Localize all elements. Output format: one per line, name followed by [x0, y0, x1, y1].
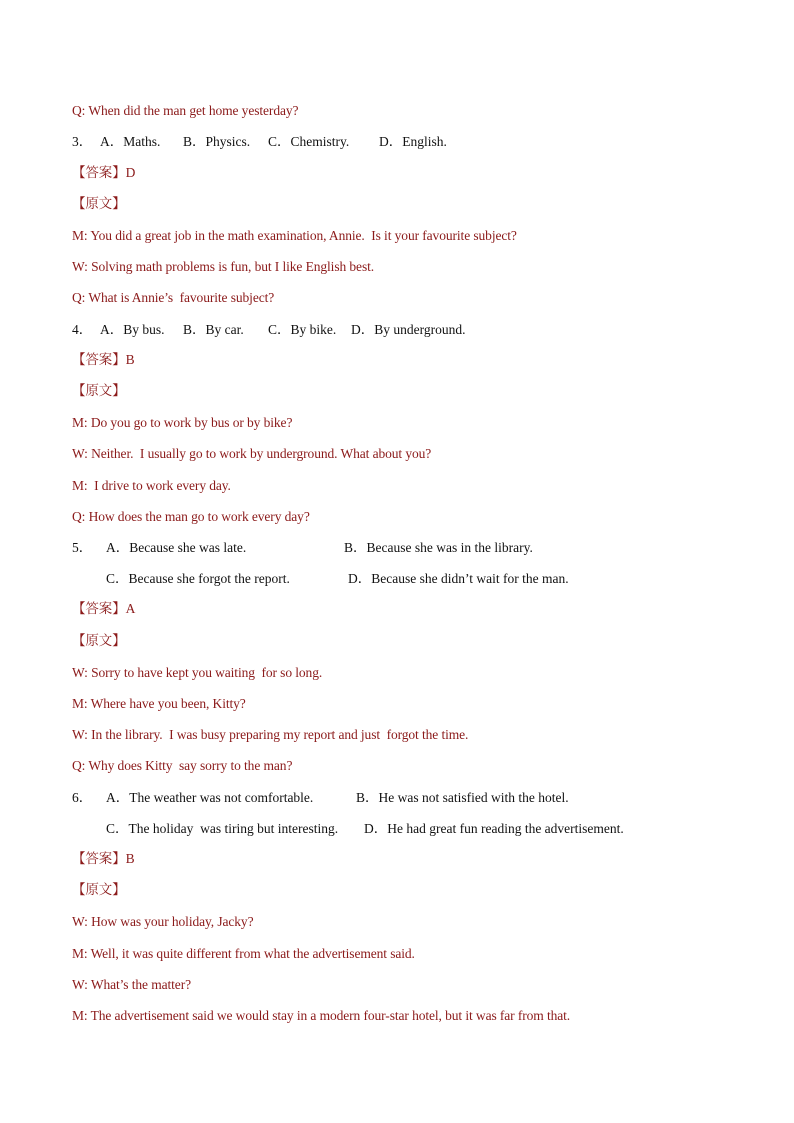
transcript-line: M: I drive to work every day. — [72, 478, 231, 493]
option-b: B．Because she was in the library. — [344, 540, 533, 555]
option-d: D．He had great fun reading the advertisement. — [364, 821, 624, 836]
transcript-line: W: Solving math problems is fun, but I like English best. — [72, 259, 375, 274]
option-a: A．The weather was not comfortable. — [106, 790, 314, 805]
transcript-line: M: Well, it was quite different from what the advertisement said. — [72, 946, 415, 961]
question-number: 6． — [72, 790, 93, 805]
transcript-line: M: You did a great job in the math examination, Annie. Is it your favourite subject? — [72, 228, 517, 243]
answer-line — [72, 600, 135, 618]
transcript-label: 【原文】 — [72, 882, 126, 898]
answer-value: A — [125, 601, 136, 616]
transcript-line: W: Neither. I usually go to work by underground. What about you? — [72, 446, 432, 461]
option-d: D．English. — [379, 134, 447, 149]
option-b: B．By car. — [183, 322, 244, 337]
transcript-label: 【原文】 — [72, 196, 126, 212]
option-a: A．Maths. — [100, 134, 161, 149]
question-text: Q: When did the man get home yesterday? — [72, 103, 299, 118]
transcript-line: W: In the library. I was busy preparing my report and just forgot the time. — [72, 727, 469, 742]
answer-label: 【答案】 — [72, 601, 126, 617]
transcript-line: Q: What is Annie’s favourite subject? — [72, 290, 275, 305]
option-c: C．Because she forgot the report. — [106, 571, 290, 586]
option-a: A．By bus. — [100, 322, 165, 337]
answer-label: 【答案】 — [72, 352, 126, 368]
transcript-line: M: The advertisement said we would stay in a modern four-star hotel, but it was far from that. — [72, 1008, 571, 1023]
question-number: 3． — [72, 134, 93, 149]
transcript-line: M: Where have you been, Kitty? — [72, 696, 246, 711]
answer-value: B — [125, 851, 135, 866]
question-number: 5． — [72, 540, 93, 555]
transcript-line: W: Sorry to have kept you waiting for so long. — [72, 665, 323, 680]
answer-label: 【答案】 — [72, 851, 126, 867]
answer-label: 【答案】 — [72, 165, 126, 181]
option-d: D．Because she didn’t wait for the man. — [348, 571, 569, 586]
transcript-label: 【原文】 — [72, 383, 126, 399]
answer-value: D — [125, 165, 136, 180]
option-a: A．Because she was late. — [106, 540, 247, 555]
answer-line — [72, 351, 135, 369]
transcript-line: W: How was your holiday, Jacky? — [72, 914, 254, 929]
option-c: C．Chemistry. — [268, 134, 350, 149]
transcript-label: 【原文】 — [72, 633, 126, 649]
option-c: C．The holiday was tiring but interesting. — [106, 821, 339, 836]
answer-line — [72, 850, 135, 868]
transcript-line: M: Do you go to work by bus or by bike? — [72, 415, 293, 430]
answer-line — [72, 164, 135, 182]
option-c: C．By bike. — [268, 322, 337, 337]
transcript-line: W: What’s the matter? — [72, 977, 191, 992]
question-number: 4． — [72, 322, 93, 337]
option-d: D．By underground. — [351, 322, 466, 337]
transcript-line: Q: How does the man go to work every day? — [72, 509, 310, 524]
option-b: B．He was not satisfied with the hotel. — [356, 790, 569, 805]
answer-value: B — [125, 352, 135, 367]
option-b: B．Physics. — [183, 134, 251, 149]
transcript-line: Q: Why does Kitty say sorry to the man? — [72, 758, 293, 773]
